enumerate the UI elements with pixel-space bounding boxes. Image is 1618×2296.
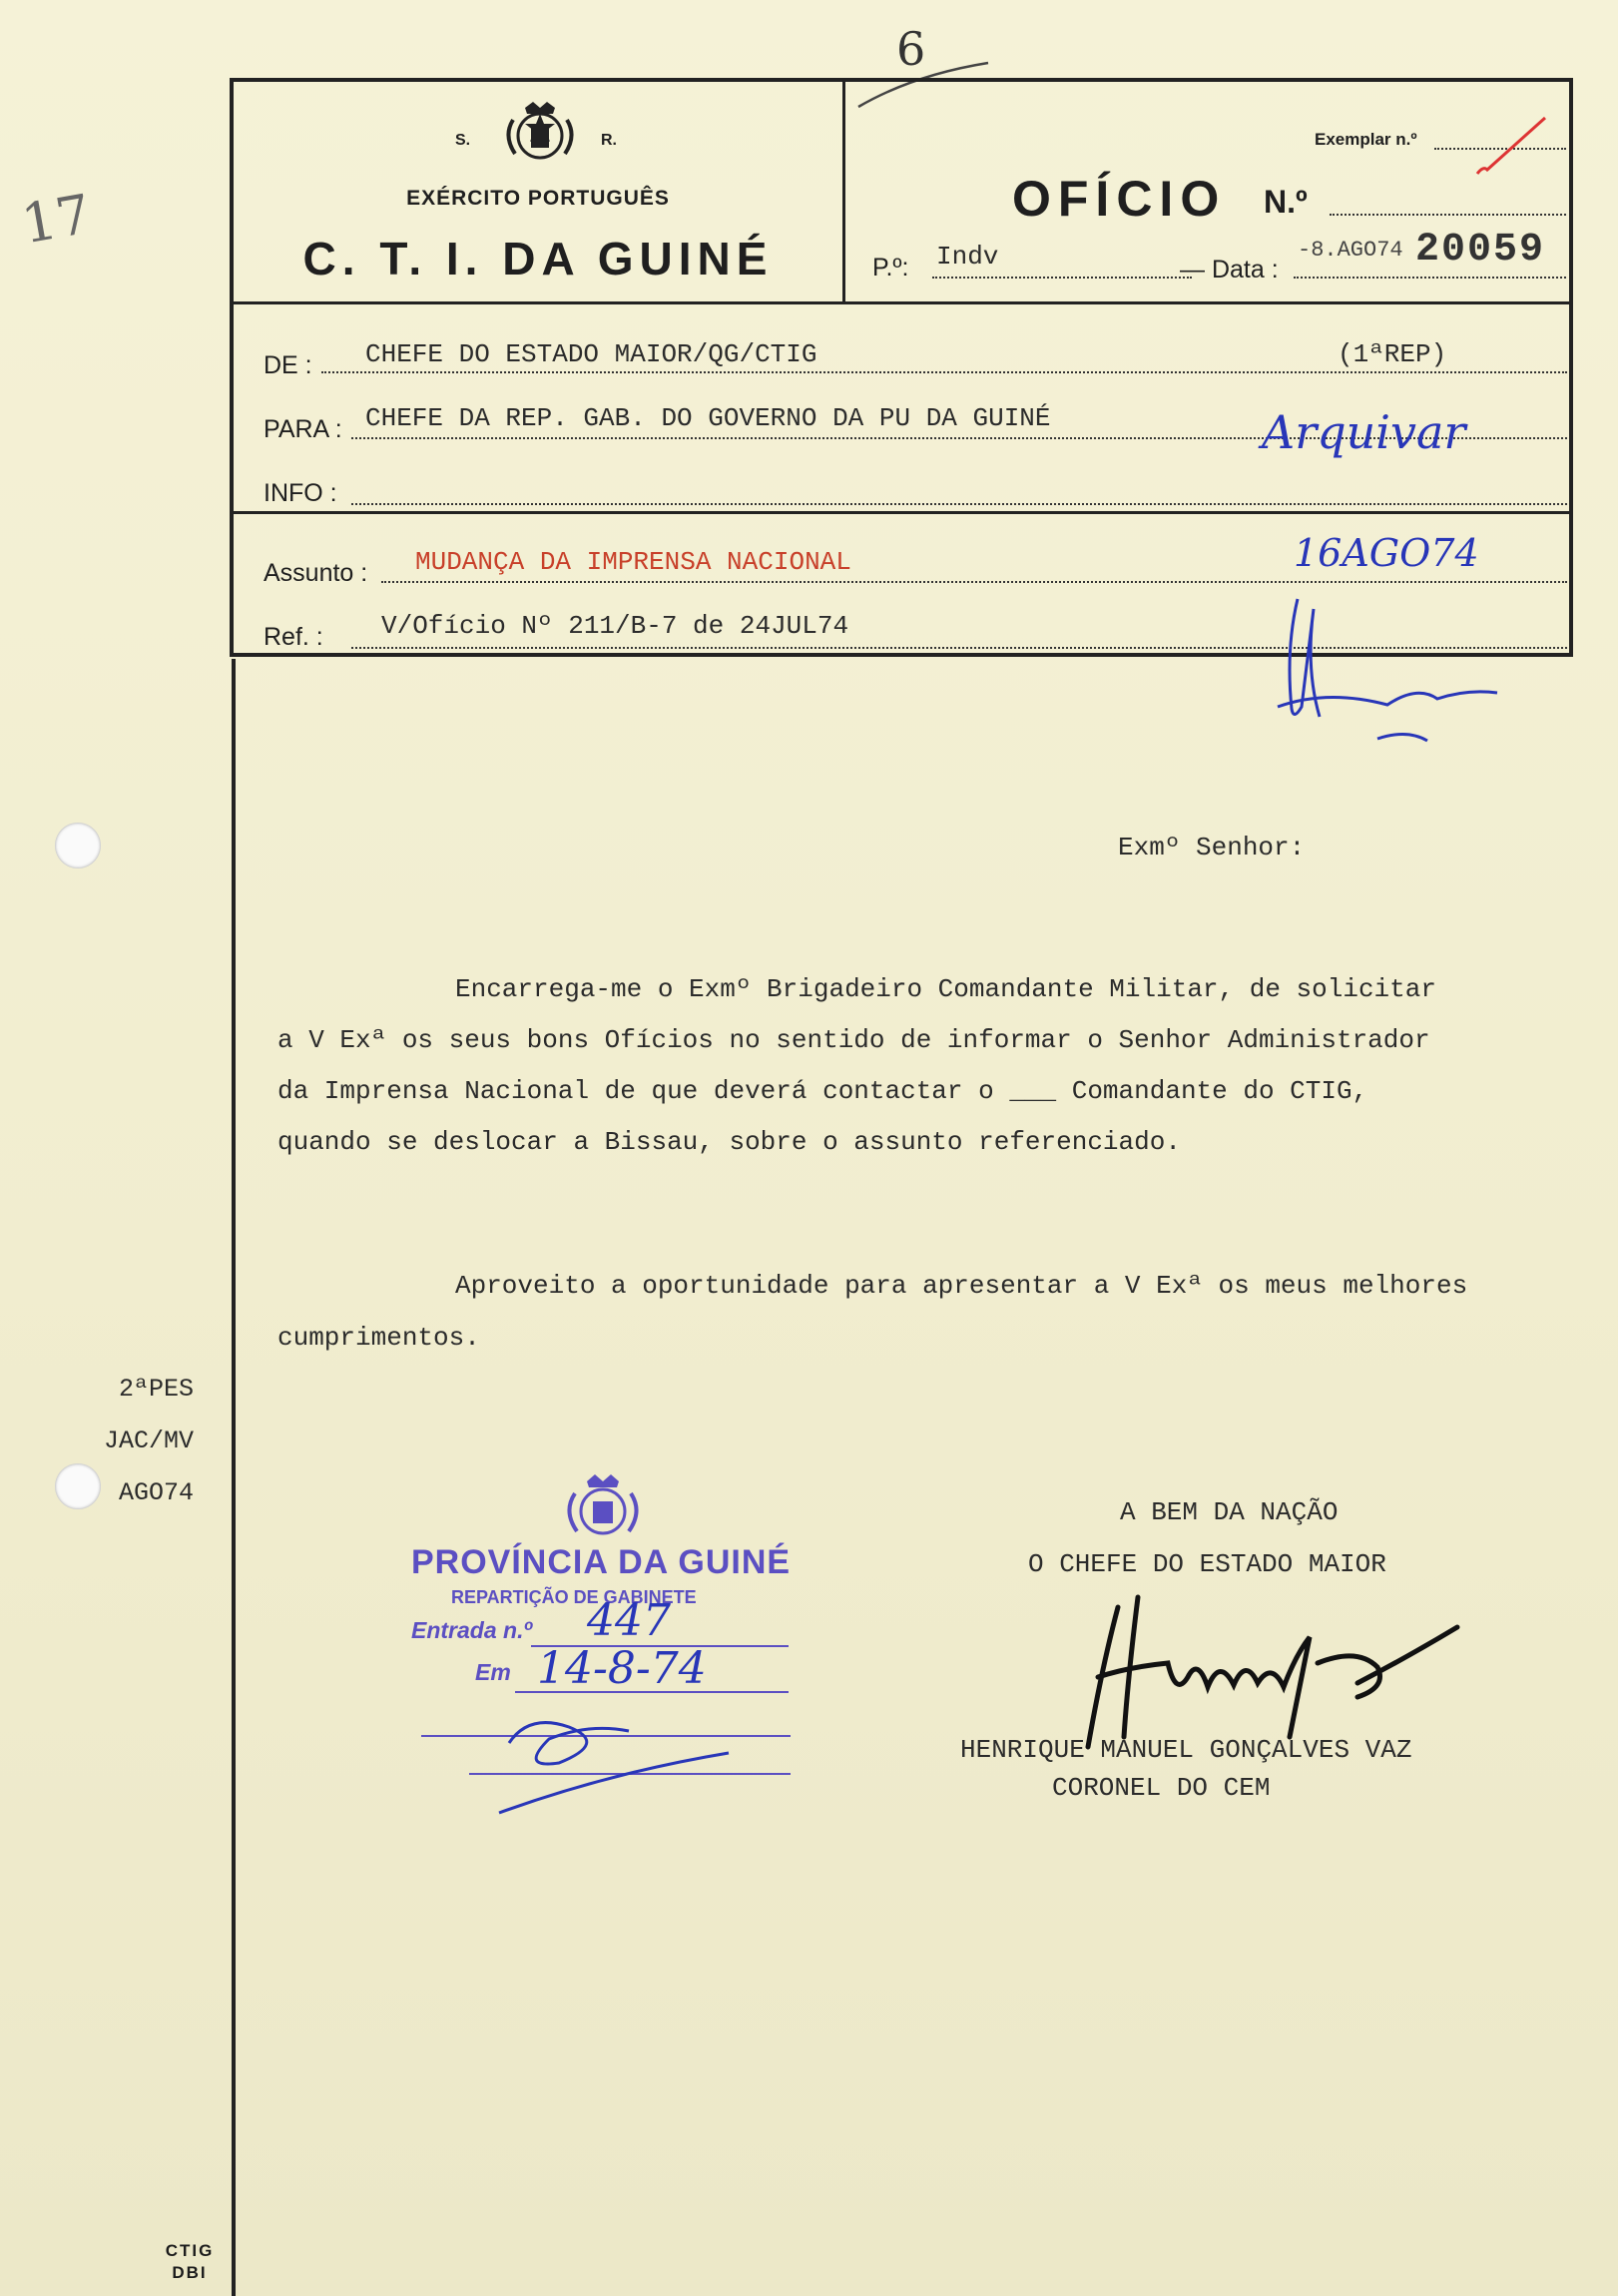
red-check-mark (1471, 112, 1551, 182)
assunto-value: MUDANÇA DA IMPRENSA NACIONAL (415, 547, 851, 577)
reception-stamp (409, 1467, 809, 1827)
margin-ref-date: AGO74 (118, 1478, 194, 1507)
date-value: -8.AGO74 (1298, 238, 1403, 263)
para1-line-1: Encarrega-me o Exmº Brigadeiro Comandante Militar, de solicitar (455, 974, 1436, 1004)
unit-title: C. T. I. DA GUINÉ (302, 233, 774, 285)
de-rep: (1ªREP) (1338, 339, 1447, 369)
handwritten-page-number: 6 (896, 22, 926, 76)
received-date-note: 16AGO74 (1294, 531, 1479, 575)
punch-hole-top (55, 823, 101, 868)
stamp-subtitle: REPARTIÇÃO DE GABINETE (451, 1587, 697, 1607)
para2-line-2: cumprimentos. (277, 1323, 480, 1353)
body-paragraph-2 (277, 1260, 1615, 1364)
para-label: PARA : (264, 415, 342, 443)
footer-code-line-1: CTIG (165, 2241, 215, 2260)
para1-line-4: quando se deslocar a Bissau, sobre o assunto referenciado. (277, 1127, 1181, 1157)
header-horizontal-divider (234, 301, 1569, 304)
margin-ref-initials: JAC/MV (103, 1427, 194, 1455)
exemplar-label: Exemplar n.º (1315, 130, 1417, 149)
date-dotline (1294, 277, 1566, 279)
number-label: N.º (1264, 184, 1308, 220)
arquivar-note: Arquivar (1262, 405, 1466, 459)
margin-refs (64, 1364, 194, 1519)
info-label: INFO : (264, 479, 337, 507)
form-header-frame (230, 78, 1573, 657)
stamp-title: PROVÍNCIA DA GUINÉ (411, 1543, 792, 1581)
handwritten-initials (1268, 589, 1517, 779)
footer-code (150, 2240, 230, 2284)
header-vertical-divider (842, 82, 845, 303)
body-paragraph-1 (277, 964, 1605, 1168)
closing-line-2: O CHEFE DO ESTADO MAIOR (1028, 1549, 1386, 1579)
de-label: DE : (264, 351, 312, 379)
para1-line-3: da Imprensa Nacional de que deverá contactar o ___ Comandante do CTIG, (277, 1076, 1368, 1106)
number-dotline (1330, 214, 1566, 216)
ref-label: Ref. : (264, 623, 323, 651)
po-dotline (932, 277, 1192, 279)
po-value: Indv (936, 242, 999, 272)
oficio-title: OFÍCIO (1012, 171, 1227, 227)
stamp-entry-value: 447 (587, 1595, 671, 1646)
stamp-entry-label: Entrada n.º (411, 1617, 532, 1643)
subject-divider (234, 511, 1569, 514)
po-label: P.º: (872, 254, 909, 282)
para-value: CHEFE DA REP. GAB. DO GOVERNO DA PU DA GUINÉ (365, 403, 1051, 433)
info-dotline (351, 503, 1567, 505)
footer-code-line-2: DBI (172, 2263, 208, 2282)
date-label: — Data : (1180, 256, 1279, 284)
para1-line-2: a V Exª os seus bons Ofícios no sentido de informar o Senhor Administrador (277, 1025, 1430, 1055)
ref-value: V/Ofício Nº 211/B-7 de 24JUL74 (381, 611, 849, 641)
margin-note-17: 17 (17, 182, 96, 257)
closing-line-1: A BEM DA NAÇÃO (1120, 1497, 1339, 1527)
de-value: CHEFE DO ESTADO MAIOR/QG/CTIG (365, 339, 817, 369)
para2-line-1: Aproveito a oportunidade para apresentar a V Exª os meus melhores (455, 1271, 1468, 1301)
document-number: 20059 (1415, 228, 1546, 273)
stamp-initial-scribble (489, 1703, 749, 1823)
coat-letter-r: R. (601, 132, 617, 149)
signature-icon (1058, 1567, 1477, 1757)
salutation: Exmº Senhor: (1118, 833, 1306, 862)
stamp-date-label: Em (475, 1659, 511, 1685)
margin-rule (232, 659, 236, 2296)
assunto-dotline (381, 581, 1567, 583)
stamp-date-value: 14-8-74 (537, 1643, 707, 1694)
stamp-emblem-icon (553, 1471, 653, 1547)
signer-name: HENRIQUE MANUEL GONÇALVES VAZ (960, 1735, 1412, 1765)
org-line: EXÉRCITO PORTUGUÊS (406, 187, 670, 210)
assunto-label: Assunto : (264, 559, 368, 587)
de-dotline (321, 371, 1567, 373)
coat-letter-s: S. (455, 132, 471, 149)
margin-ref-section: 2ªPES (118, 1375, 194, 1404)
signer-rank: CORONEL DO CEM (1052, 1773, 1271, 1803)
coat-of-arms (495, 100, 585, 170)
coat-of-arms-icon (495, 100, 585, 170)
